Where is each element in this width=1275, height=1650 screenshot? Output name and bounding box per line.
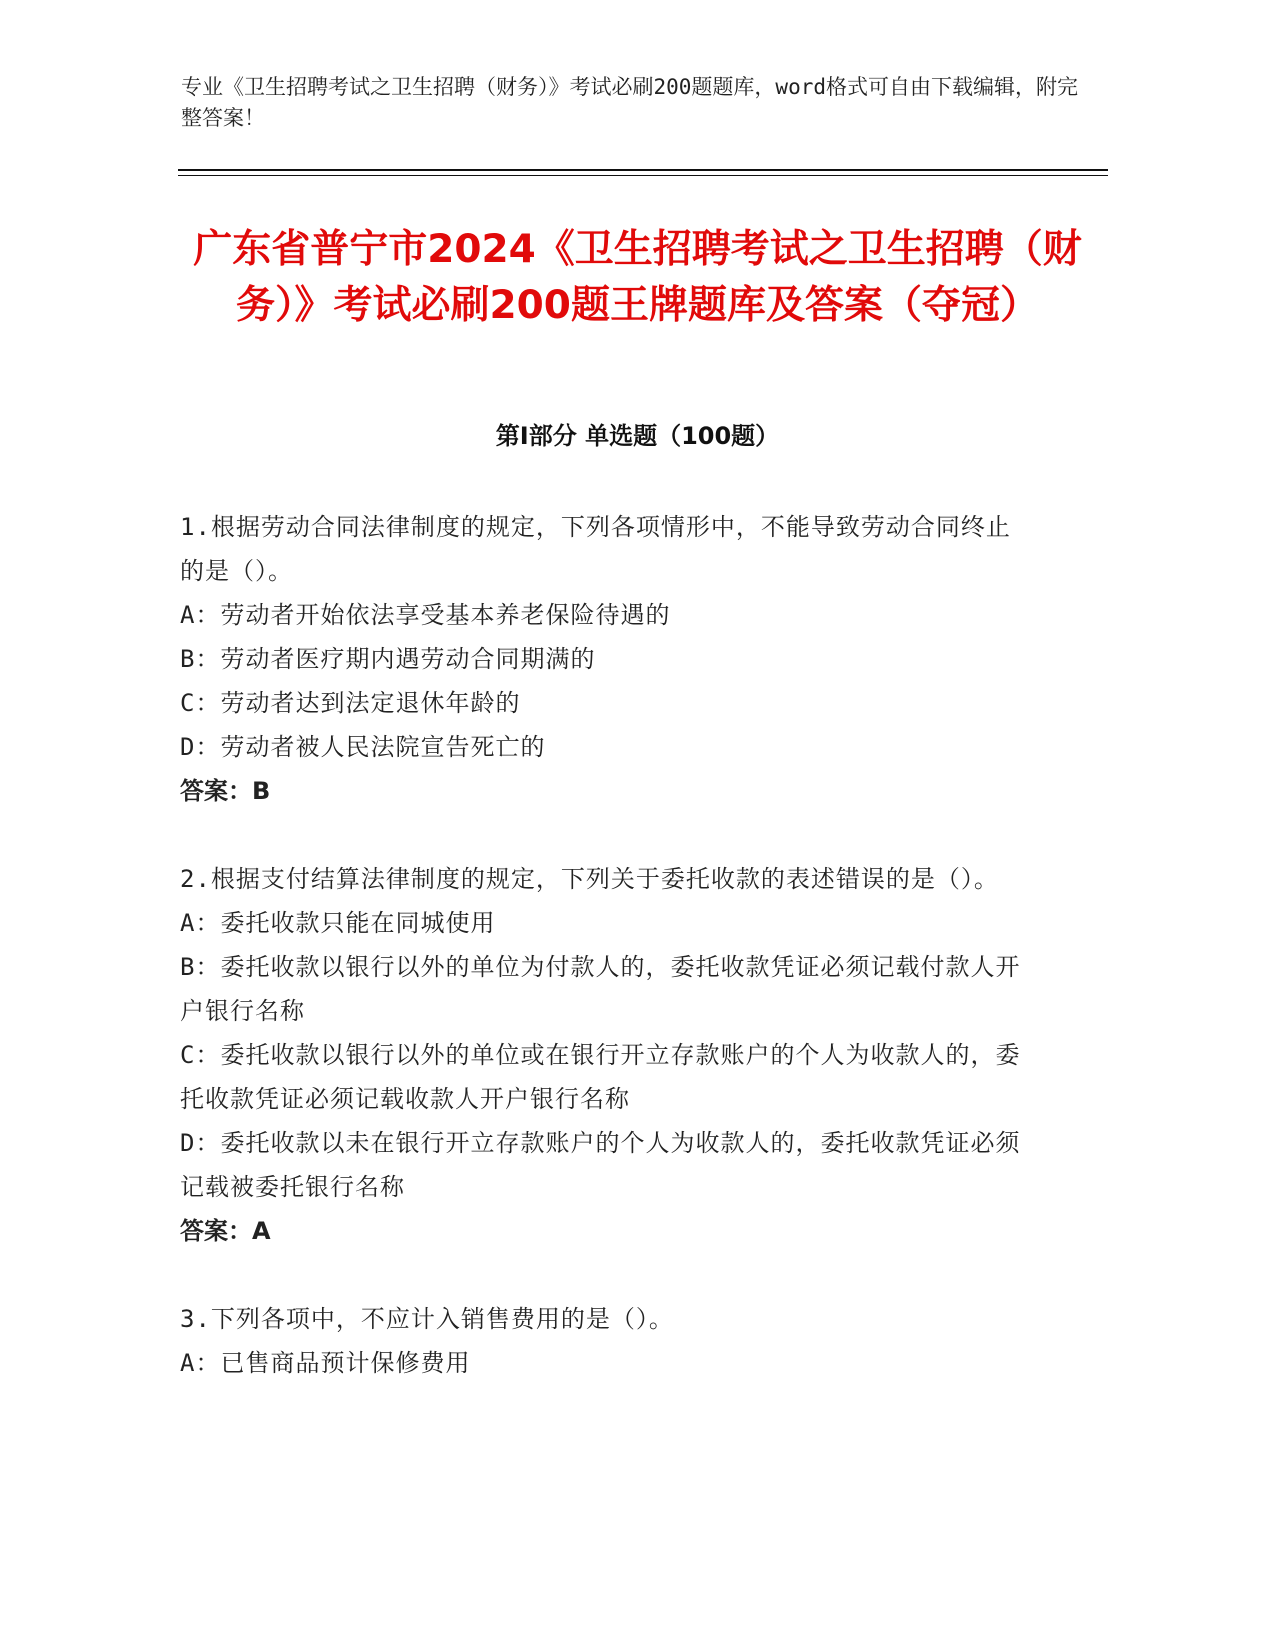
option-a: A：委托收款只能在同城使用 (180, 909, 496, 937)
question-spacer (180, 1253, 1028, 1297)
question-list (180, 505, 1028, 1385)
header-note: 专业《卫生招聘考试之卫生招聘（财务）》考试必刷200题题库，word格式可自由下载编辑，附完整答案！ (181, 75, 1078, 130)
option-b: B：劳动者医疗期内遇劳动合同期满的 (180, 645, 596, 673)
question-stem: 1.根据劳动合同法律制度的规定，下列各项情形中，不能导致劳动合同终止的是（）。 (180, 513, 1011, 585)
option-d: D：劳动者被人民法院宣告死亡的 (180, 733, 546, 761)
option-c: C：委托收款以银行以外的单位或在银行开立存款账户的个人为收款人的，委托收款凭证必须记载收款人开户银行名称 (180, 1041, 1021, 1113)
question-stem: 2.根据支付结算法律制度的规定，下列关于委托收款的表述错误的是（）。 (180, 865, 999, 893)
option-b: B：委托收款以银行以外的单位为付款人的，委托收款凭证必须记载付款人开户银行名称 (180, 953, 1021, 1025)
question-spacer (180, 813, 1028, 857)
option-a: A：已售商品预计保修费用 (180, 1349, 471, 1377)
header-divider-thin (178, 175, 1108, 176)
question-3 (180, 1297, 1028, 1385)
option-c: C：劳动者达到法定退休年龄的 (180, 689, 521, 717)
header-divider-thick (178, 169, 1108, 171)
answer-text: 答案：A (180, 1217, 271, 1245)
question-1 (180, 505, 1028, 813)
question-2 (180, 857, 1028, 1253)
answer-text: 答案：B (180, 777, 271, 805)
question-stem: 3.下列各项中，不应计入销售费用的是（）。 (180, 1305, 674, 1333)
section-title: 第Ⅰ部分 单选题（100题） (495, 422, 780, 450)
option-a: A：劳动者开始依法享受基本养老保险待遇的 (180, 601, 671, 629)
option-d: D：委托收款以未在银行开立存款账户的个人为收款人的，委托收款凭证必须记载被委托银行名称 (180, 1129, 1021, 1201)
document-title: 广东省普宁市2024《卫生招聘考试之卫生招聘（财务）》考试必刷200题王牌题库及答案（夺冠） (193, 227, 1082, 328)
